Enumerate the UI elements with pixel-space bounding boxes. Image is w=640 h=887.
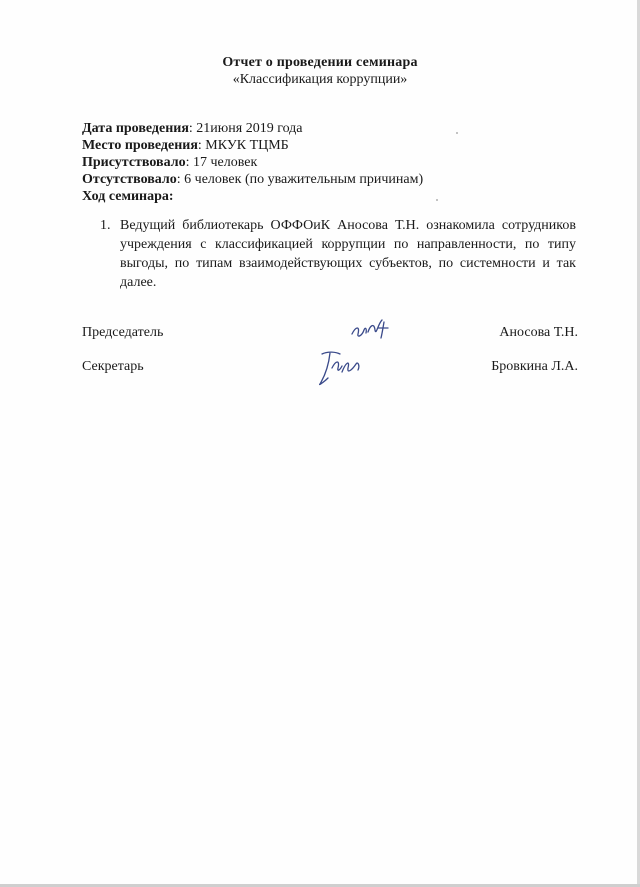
scan-speck <box>436 199 438 201</box>
scan-speck <box>456 132 458 134</box>
field-place <box>82 137 423 154</box>
document-subtitle: «Классификация коррупции» <box>232 72 408 87</box>
field-label: Присутствовало <box>82 155 186 170</box>
field-label: Место проведения <box>82 138 198 153</box>
field-label: Дата проведения <box>82 121 189 136</box>
field-absent <box>82 171 423 188</box>
agenda-item-text: Ведущий библиотекарь ОФФОиК Аносова Т.Н. ознакомила сотрудников учреждения с классификацией коррупции по направленности, по типу выгоды, по типам взаимодействующих субъектов, по системности и так далее. <box>120 218 576 290</box>
document-title: Отчет о проведении семинара <box>222 55 418 70</box>
signature-role: Секретарь <box>82 359 144 374</box>
field-label: Ход семинара: <box>82 189 174 204</box>
title-block <box>0 54 640 88</box>
field-date <box>82 120 423 137</box>
handwritten-signature-secretary <box>314 348 368 390</box>
agenda-item <box>100 216 576 292</box>
field-agenda-heading <box>82 188 423 205</box>
agenda-list <box>100 216 576 292</box>
field-value: : 6 человек (по уважительным причинам) <box>176 172 424 187</box>
signature-name: Бровкина Л.А. <box>491 359 578 374</box>
field-label: Отсутствовало <box>82 172 177 187</box>
field-value: : МКУК ТЦМБ <box>197 138 289 153</box>
field-value: : 17 человек <box>185 155 258 170</box>
report-fields <box>82 120 423 205</box>
handwritten-signature-chair <box>348 316 394 342</box>
agenda-item-number: 1. <box>100 218 111 233</box>
signature-role: Председатель <box>82 325 164 340</box>
field-value: : 21июня 2019 года <box>188 121 303 136</box>
field-present <box>82 154 423 171</box>
signature-name: Аносова Т.Н. <box>499 325 578 340</box>
